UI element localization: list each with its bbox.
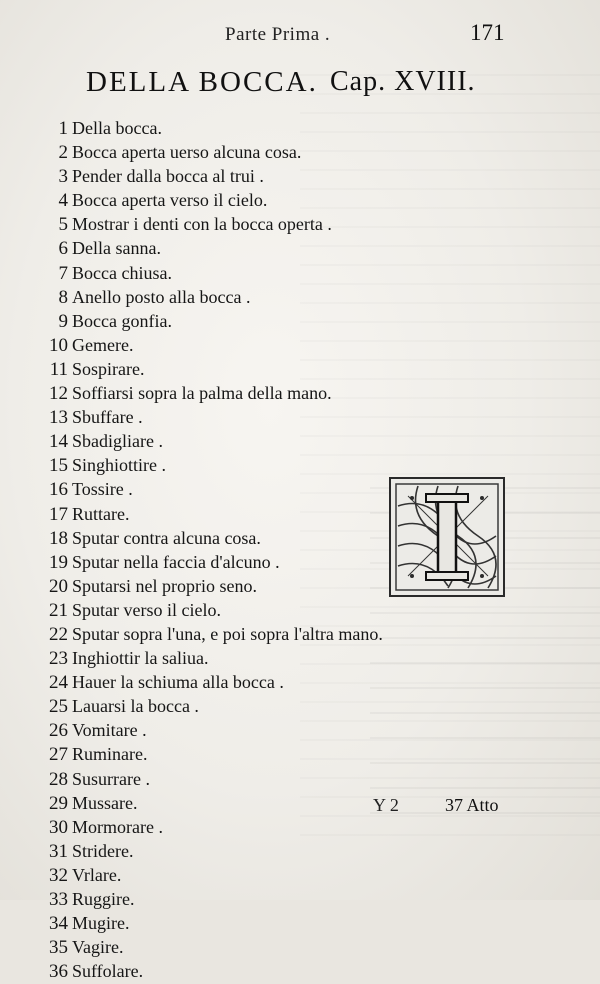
list-item: [38, 815, 378, 839]
entry-text: Sputar verso il cielo.: [72, 599, 221, 620]
entry-number: 6: [58, 238, 68, 260]
entry-text: Sputar sopra l'una, e poi sopra l'altra mano.: [72, 623, 383, 644]
chapter-title: DELLA BOCCA.: [86, 66, 318, 98]
entry-text: Hauer la schiuma alla bocca .: [72, 672, 284, 693]
list-item: [38, 502, 378, 526]
entry-number: 28: [49, 768, 68, 790]
entry-number: 32: [49, 864, 68, 886]
entry-text: Vrlare.: [72, 864, 122, 885]
list-item: [38, 164, 378, 188]
entry-number: 29: [49, 792, 68, 814]
chapter-number: Cap. XVIII.: [330, 66, 476, 97]
chapter-contents-list: [38, 116, 383, 983]
list-item: [38, 839, 378, 863]
entry-number: 15: [49, 455, 68, 477]
entry-number: 30: [49, 816, 68, 838]
entry-text: Della sanna.: [72, 238, 161, 259]
list-item: [38, 188, 378, 212]
entry-number: 8: [58, 286, 68, 308]
entry-text: Sbadigliare .: [72, 431, 163, 452]
entry-number: 2: [58, 142, 68, 164]
entry-number: 23: [49, 648, 68, 670]
entry-number: 12: [49, 383, 68, 405]
entry-text: Susurrare .: [72, 768, 150, 789]
list-item: [38, 333, 378, 357]
entry-number: 11: [49, 358, 68, 380]
list-item: [38, 935, 378, 959]
entry-text: Vomitare .: [72, 720, 147, 741]
entry-number: 1: [58, 118, 68, 139]
list-item: [38, 236, 378, 260]
list-item: [38, 694, 378, 718]
list-item: [38, 140, 378, 164]
entry-text: Sospirare.: [72, 358, 145, 379]
entry-text: Bocca aperta uerso alcuna cosa.: [72, 142, 302, 163]
entry-number: 3: [58, 166, 68, 188]
entry-number: 27: [49, 744, 68, 766]
entry-number: 13: [49, 407, 68, 429]
list-item: [38, 381, 378, 405]
entry-text: Singhiottire .: [72, 455, 166, 476]
entry-text: Sbuffare .: [72, 407, 143, 428]
entry-text: Anello posto alla bocca .: [72, 286, 251, 307]
list-item: [38, 718, 378, 742]
list-item: [38, 116, 378, 140]
entry-text: Mussare.: [72, 792, 138, 813]
list-item: [38, 477, 378, 501]
list-item: [38, 526, 378, 550]
entry-number: 21: [49, 599, 68, 621]
signature-mark: Y 2: [373, 795, 399, 815]
entry-text: Mugire.: [72, 913, 130, 934]
entry-text: Mostrar i denti con la bocca operta .: [72, 214, 332, 235]
entry-text: Della bocca.: [72, 118, 162, 138]
list-item: [38, 550, 378, 574]
entry-text: Sputar nella faccia d'alcuno .: [72, 551, 280, 572]
entry-text: Pender dalla bocca al trui .: [72, 166, 264, 187]
entry-text: Stridere.: [72, 840, 134, 861]
entry-text: Sputarsi nel proprio seno.: [72, 575, 257, 596]
entry-number: 4: [58, 190, 68, 212]
entry-number: 9: [58, 310, 68, 332]
running-head: Parte Prima .: [225, 24, 331, 45]
entry-text: Suffolare.: [72, 961, 144, 982]
entry-number: 20: [49, 575, 68, 597]
list-item: [38, 429, 378, 453]
list-item: [38, 453, 378, 477]
list-item: [38, 887, 378, 911]
entry-number: 26: [49, 720, 68, 742]
page-number: 171: [470, 20, 505, 45]
entry-number: 19: [49, 551, 68, 573]
entry-text: Soffiarsi sopra la palma della mano.: [72, 383, 332, 404]
entry-text: Ruminare.: [72, 744, 148, 765]
decorated-initial-woodcut-icon: [388, 476, 506, 598]
list-item: [38, 791, 378, 815]
list-item: [38, 742, 378, 766]
entry-text: Gemere.: [72, 334, 134, 355]
list-item: [38, 261, 378, 285]
list-item: [38, 285, 378, 309]
entry-text: Tossire .: [72, 479, 133, 500]
list-item: [38, 574, 378, 598]
entry-number: 31: [49, 840, 68, 862]
entry-number: 16: [49, 479, 68, 501]
list-item: [38, 646, 378, 670]
entry-text: Bocca aperta verso il cielo.: [72, 190, 268, 211]
entry-number: 14: [49, 431, 68, 453]
entry-number: 34: [49, 913, 68, 935]
list-item: [38, 405, 378, 429]
catchword: 37 Atto: [445, 795, 499, 815]
entry-number: 35: [49, 937, 68, 959]
entry-number: 18: [49, 527, 68, 549]
list-item: [38, 767, 378, 791]
entry-text: Ruttare.: [72, 503, 130, 524]
entry-text: Vagire.: [72, 937, 124, 958]
entry-number: 5: [58, 214, 68, 236]
entry-text: Mormorare .: [72, 816, 163, 837]
list-item: [38, 598, 378, 622]
entry-number: 22: [49, 623, 68, 645]
entry-text: Inghiottir la saliua.: [72, 648, 209, 669]
list-item: [38, 212, 378, 236]
list-item: [38, 670, 378, 694]
list-item: [38, 959, 378, 983]
entry-text: Bocca gonfia.: [72, 310, 172, 331]
entry-number: 33: [49, 889, 68, 910]
entry-number: 10: [49, 334, 68, 356]
list-item: [38, 863, 378, 887]
entry-text: Ruggire.: [72, 889, 135, 909]
entry-text: Sputar contra alcuna cosa.: [72, 527, 261, 548]
list-item: [38, 309, 378, 333]
list-item: [38, 357, 378, 381]
entry-number: 25: [49, 696, 68, 718]
entry-text: Lauarsi la bocca .: [72, 696, 199, 717]
entry-number: 17: [49, 503, 68, 525]
entry-number: 7: [58, 262, 68, 284]
list-item: [38, 911, 378, 935]
entry-text: Bocca chiusa.: [72, 262, 172, 283]
entry-number: 36: [49, 961, 68, 983]
list-item: [38, 622, 383, 646]
entry-number: 24: [49, 672, 68, 694]
